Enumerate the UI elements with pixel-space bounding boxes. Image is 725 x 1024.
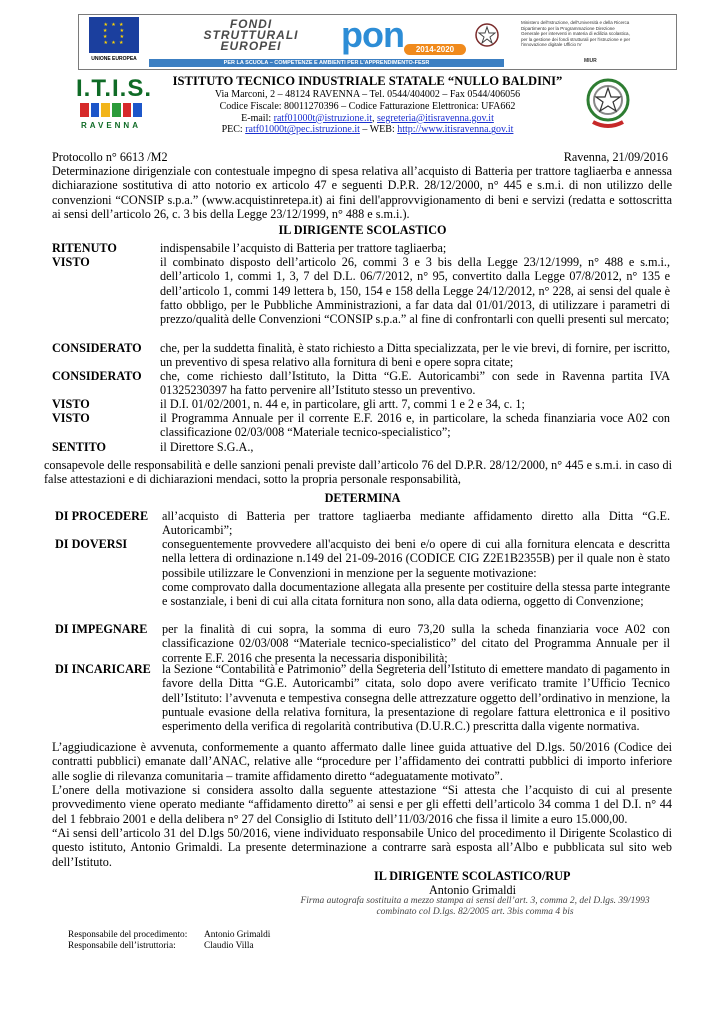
heading-dirigente: IL DIRIGENTE SCOLASTICO (278, 223, 447, 237)
fondi-strutturali-logo: FONDI STRUTTURALI EUROPEI (203, 17, 299, 53)
premise-key: VISTO (52, 411, 90, 425)
awareness-paragraph: consapevole delle responsabilità e delle sanzioni penali previste dall’articolo 76 del D.P.R. 28/12/2000, n° 445 e s.m.i. in caso di false attestazioni e di dichiarazioni mendaci, sotto la propria personale responsabilità, (44, 458, 672, 487)
institute-header (160, 74, 575, 136)
premise-text: il Programma Annuale per il corrente E.F. 2016 e, in particolare, la scheda finanziaria voce A02 con classificazione 02/03/008 “Materiale tecnico-specialistico”; (160, 411, 670, 440)
itis-logo: I.T.I.S. RAVENNA (76, 75, 153, 130)
decision-key: DI PROCEDERE (55, 509, 149, 523)
responsible-name: Antonio Grimaldi (204, 930, 271, 940)
miur-label: MIUR (584, 58, 597, 64)
responsible-label: Responsabile del procedimento: (68, 930, 188, 940)
eu-label: UNIONE EUROPEA (91, 56, 137, 62)
premise-key: CONSIDERATO (52, 369, 142, 383)
decision-key: DI IMPEGNARE (55, 622, 148, 636)
place-date: Ravenna, 21/09/2016 (563, 150, 668, 164)
republic-emblem-icon (474, 21, 500, 51)
email-link-2[interactable]: segreteria@itisravenna.gov.it (377, 112, 494, 124)
premise-text: il D.I. 01/02/2001, n. 44 e, in particolare, gli artt. 7, commi 1 e 2 e 34, c. 1; (160, 397, 525, 411)
premise-key: VISTO (52, 255, 90, 269)
decision-text: all’acquisto di Batteria per trattore tagliaerba mediante affidamento diretto alla Ditta “G.E. Autoricambi”; (162, 509, 670, 538)
institute-title: ISTITUTO TECNICO INDUSTRIALE STATALE “NULLO BALDINI” (172, 74, 563, 88)
signature-title: IL DIRIGENTE SCOLASTICO/RUP (374, 869, 571, 883)
miur-text: Ministero dell'Istruzione, dell'Università e della Ricerca Dipartimento per la Programmazione Direzione Generale per interventi in materia di edilizia scolastica, per la gestione dei fondi strutturali per l'istruzione e per l'innovazione digitale Ufficio IV (521, 20, 631, 48)
decision-text-continued: come comprovato dalla documentazione allegata alla presente per costituire della stessa parte integrante e sostanziale, i beni di cui alla citata fornitura non sono, alla data odierna, oggetto di Convenzione; (162, 580, 670, 609)
premise-text: il Direttore S.G.A., (160, 440, 254, 454)
banner-strip: PER LA SCUOLA – COMPETENZE E AMBIENTI PER L'APPRENDIMENTO-FESR (149, 59, 504, 67)
closing-paragraph: “Ai sensi dell’articolo 31 del D.lgs 50/2016, viene individuato responsabile Unico del procedimento il Dirigente Scolastico di questo istituto, Antonio Grimaldi. La presente determinazione a contrarre sarà esposta all’Albo e pubblicata sul sito web dell’Istituto. (52, 826, 672, 869)
premise-key: RITENUTO (52, 241, 117, 255)
decision-key: DI INCARICARE (55, 662, 151, 676)
subject-paragraph: Determinazione dirigenziale con contestuale impegno di spesa relativa all’acquisto di Batteria per trattore tagliaerba e annessa dichiarazione sostitutiva di atto notorio ex articolo 47 e seguenti D.P.R. 28/12/2000, n° 445 e s.m.i. di non utilizzo delle convenzioni “CONSIP s.p.a.” (www.acquistinretepa.it) ai fini dell'approvvigionamento di beni e servizi (redatta e sottoscritta ai sensi dell’articolo 26, c. 3 bis della Legge 23/12/1999, n° 488 e s.m.i.). (52, 164, 672, 221)
premise-key: CONSIDERATO (52, 341, 142, 355)
signature-name: Antonio Grimaldi (429, 883, 516, 897)
italian-republic-emblem-icon (583, 74, 633, 134)
institute-pec-web: PEC: ratf01000t@pec.istruzione.it – WEB: http://www.itisravenna.gov.it (221, 124, 514, 136)
decision-text: per la finalità di cui sopra, la somma di euro 73,20 sulla la scheda finanziaria voce A02 con classificazione 02/03/008 “Materiale tecnico-specialistico” del citato del Programma Annuale per il corrente E.F. 2016 che presenta la necessaria disponibilità; (162, 622, 670, 665)
premise-text: indispensabile l’acquisto di Batteria per trattore tagliaerba; (160, 241, 447, 255)
decision-text: la Sezione “Contabilità e Patrimonio” della Segreteria dell’Istituto di emettere mandato di pagamento in favore della Ditta “G.E. Autoricambi” citata, solo dopo avere verificato tramite l’Ufficio Tecnico dell’Istituto: l’avvenuta e tempestiva consegna delle attrezzature oggetto dell’ordinativo in menzione, la puntuale evasione della relativa fornitura, la presentazione di regolare fattura elettronica e il positivo esperimento della verifica di regolarità contributiva (D.U.R.C.) prescritta dalla vigente normativa. (162, 662, 670, 734)
responsible-label: Responsabile dell’istruttoria: (68, 941, 176, 951)
closing-paragraph: L’onere della motivazione si considera assolto dalla seguente attestazione “Si attesta che l’acquisto di cui al presente provvedimento viene operato mediante “affidamento diretto” ai sensi e per gli effetti dell’articolo 34 comma 1 del D.I. n° 44 del 1 febbraio 2001 e della delibera n° 27 del Consiglio di Istituto dell’11/03/2016 che fissa il limite a euro 15.000,00. (52, 783, 672, 826)
decision-key: DI DOVERSI (55, 537, 128, 551)
protocol-number: Protocollo n° 6613 /M2 (52, 150, 168, 164)
premise-key: VISTO (52, 397, 90, 411)
web-link[interactable]: http://www.itisravenna.gov.it (397, 124, 514, 136)
premise-text: che, come richiesto dall’Istituto, la Ditta “G.E. Autoricambi” con sede in Ravenna partita IVA 01325230397 ha fatto pervenire all’Istituto stesso un preventivo. (160, 369, 670, 398)
pec-link[interactable]: ratf01000t@pec.istruzione.it (245, 124, 360, 136)
signature-note: Firma autografa sostituita a mezzo stampa ai sensi dell’art. 3, comma 2, del D.lgs. 39/1993 combinato col D.lgs. 82/2005 art. 3bis comma 4 bis (300, 896, 650, 918)
responsible-name: Claudio Villa (204, 941, 254, 951)
pon-banner (78, 14, 677, 70)
email-link-1[interactable]: ratf01000t@istruzione.it (273, 112, 372, 124)
pon-logo: pon 2014-2020 (337, 18, 473, 58)
eu-logo: ★ ★ ★ ★ ★ ★ ★ ★ ★ ★ UNIONE EUROPEA (81, 17, 147, 67)
institute-address: Via Marconi, 2 – 48124 RAVENNA – Tel. 0544/404002 – Fax 0544/406056 (214, 89, 521, 100)
institute-fiscal: Codice Fiscale: 80011270396 – Codice Fatturazione Elettronica: UFA662 (219, 100, 516, 112)
premise-text: il combinato disposto dell’articolo 26, commi 3 e 3 bis della Legge 23/12/1999, n° 488 e s.m.i., dell’articolo 1, commi 1, 3, 7 del D.L. 06/7/2012, n° 95, convertito dalla Legge 07/8/2012, n° 135 e dell’articolo 1, commi 149 lettera b, 150, 154 e 158 della Legge 24/12/2012, n° 228, ai sensi del quale è fatto obbligo, per le Pubbliche Amministrazioni, a far data dal 01/01/2013, di utilizzare i parametri di prezzo/qualità delle Convenzioni “CONSIP s.p.a.” al fine di confrontarli con quelli presenti sul mercato; (160, 255, 670, 327)
decision-text: conseguentemente provvedere all'acquisto dei beni e/o opere di cui alla fornitura elencata e descritta nella lettera di ordinazione n.149 del 21-09-2016 (CODICE CIG Z2E1B2355B) per il quale non è stato possibile utilizzare le Convenzioni in menzione per la seguente motivazione: (162, 537, 670, 580)
institute-email: E-mail: ratf01000t@istruzione.it, segreteria@itisravenna.gov.it (241, 112, 494, 124)
premise-key: SENTITO (52, 440, 106, 454)
closing-paragraph: L’aggiudicazione è avvenuta, conformemente a quanto affermato dalle linee guida attuative del D.lgs. 50/2016 (Codice dei contratti pubblici) emanate dall’ANAC, relative alle “procedure per l’affidamento dei contratti pubblici di importo inferiore alle soglie di rilevanza comunitaria – tramite affidamento diretto “adeguatamente motivato”. (52, 740, 672, 783)
premise-text: che, per la suddetta finalità, è stato richiesto a Ditta specializzata, per le vie brevi, di fornire, per iscritto, un preventivo di spesa relativo alla fornitura di beni e opere sopra citate; (160, 341, 670, 370)
heading-determina: DETERMINA (324, 491, 401, 505)
